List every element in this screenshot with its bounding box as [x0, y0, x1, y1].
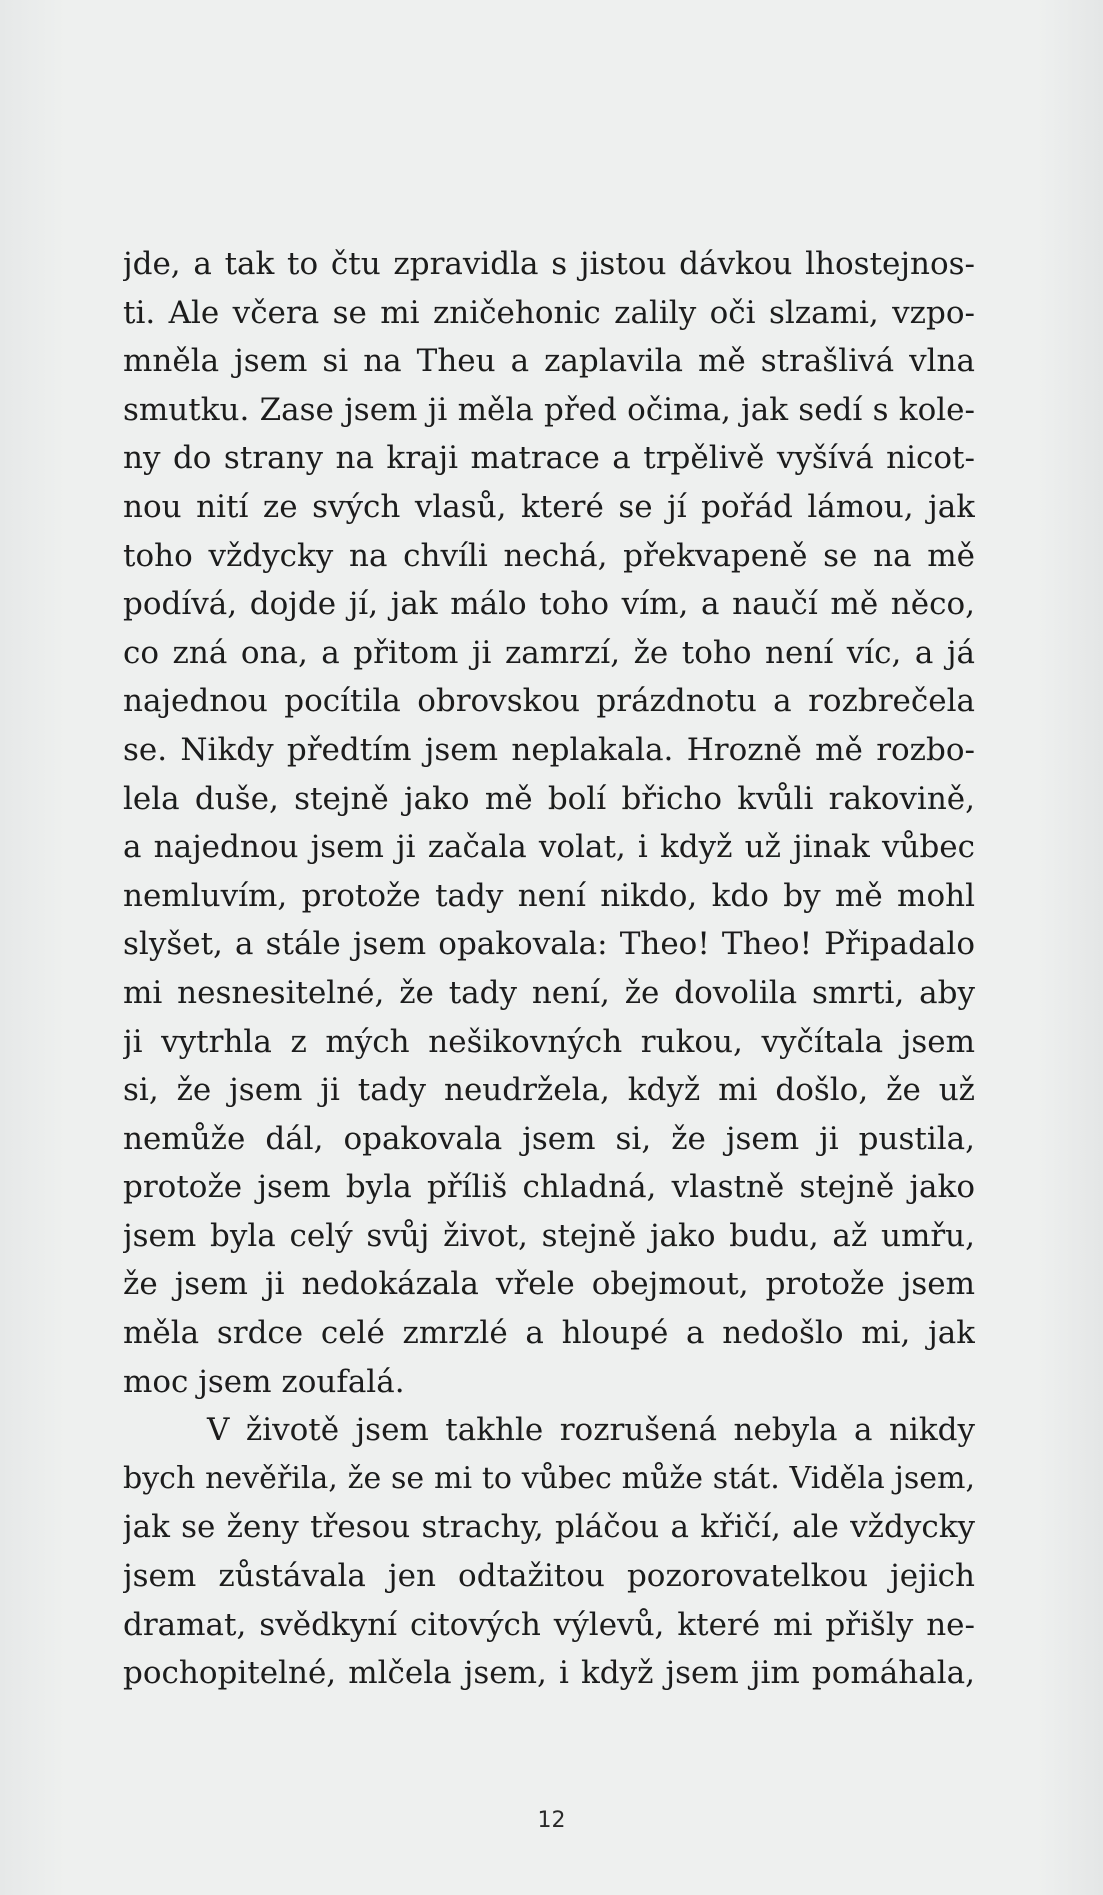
text-line: ti. Ale včera se mi zničehonic zalily oči slzami, vzpo-: [123, 294, 975, 331]
text-line: jsem zůstávala jen odtažitou pozorovatelkou jejich: [123, 1558, 975, 1595]
text-line: dramat, svědkyní citových výlevů, které mi přišly ne-: [123, 1606, 975, 1643]
text-line: že jsem ji nedokázala vřele obejmout, protože jsem: [123, 1266, 975, 1303]
text-line: si, že jsem ji tady neudržela, když mi došlo, že už: [123, 1072, 975, 1109]
text-line: mi nesnesitelné, že tady není, že dovolila smrti, aby: [123, 974, 975, 1011]
text-line: nemůže dál, opakovala jsem si, že jsem ji pustila,: [123, 1120, 975, 1157]
text-line: toho vždycky na chvíli nechá, překvapeně se na mě: [123, 537, 975, 574]
text-line: slyšet, a stále jsem opakovala: Theo! Theo! Připadalo: [123, 926, 975, 963]
text-line: bych nevěřila, že se mi to vůbec může stát. Viděla jsem,: [123, 1460, 975, 1496]
text-line: ji vytrhla z mých nešikovných rukou, vyčítala jsem: [123, 1023, 975, 1060]
text-line: měla srdce celé zmrzlé a hloupé a nedošlo mi, jak: [123, 1315, 975, 1352]
text-line: nou nití ze svých vlasů, které se jí pořád lámou, jak: [123, 488, 975, 525]
text-line: lela duše, stejně jako mě bolí břicho kvůli rakovině,: [123, 780, 975, 817]
text-line: co zná ona, a přitom ji zamrzí, že toho není víc, a já: [123, 634, 975, 671]
text-line: a najednou jsem ji začala volat, i když už jinak vůbec: [123, 829, 975, 866]
paragraph-1: [123, 240, 975, 1406]
text-line: smutku. Zase jsem ji měla před očima, jak sedí s kole-: [123, 391, 975, 428]
text-line: pochopitelné, mlčela jsem, i když jsem jim pomáhala,: [123, 1655, 975, 1692]
body-text: [123, 240, 975, 1698]
text-line: ny do strany na kraji matrace a trpělivě vyšívá nicot-: [123, 440, 975, 477]
text-line: jsem byla celý svůj život, stejně jako budu, až umřu,: [123, 1217, 975, 1254]
text-line: protože jsem byla příliš chladná, vlastně stejně jako: [123, 1169, 975, 1206]
text-line: nemluvím, protože tady není nikdo, kdo by mě mohl: [123, 877, 975, 914]
text-line: najednou pocítila obrovskou prázdnotu a rozbrečela: [123, 683, 975, 720]
paragraph-2: [123, 1406, 975, 1698]
text-line: jde, a tak to čtu zpravidla s jistou dávkou lhostejnos-: [123, 246, 975, 282]
text-line: mněla jsem si na Theu a zaplavila mě strašlivá vlna: [123, 343, 975, 380]
text-line: podívá, dojde jí, jak málo toho vím, a naučí mě něco,: [123, 586, 975, 623]
text-line: se. Nikdy předtím jsem neplakala. Hrozně mě rozbo-: [123, 731, 975, 768]
text-line: moc jsem zoufalá.: [123, 1363, 405, 1400]
page-number: 12: [537, 1808, 566, 1833]
text-line: jak se ženy třesou strachy, pláčou a křičí, ale vždycky: [123, 1509, 975, 1546]
text-line: V životě jsem takhle rozrušená nebyla a nikdy: [207, 1412, 975, 1449]
